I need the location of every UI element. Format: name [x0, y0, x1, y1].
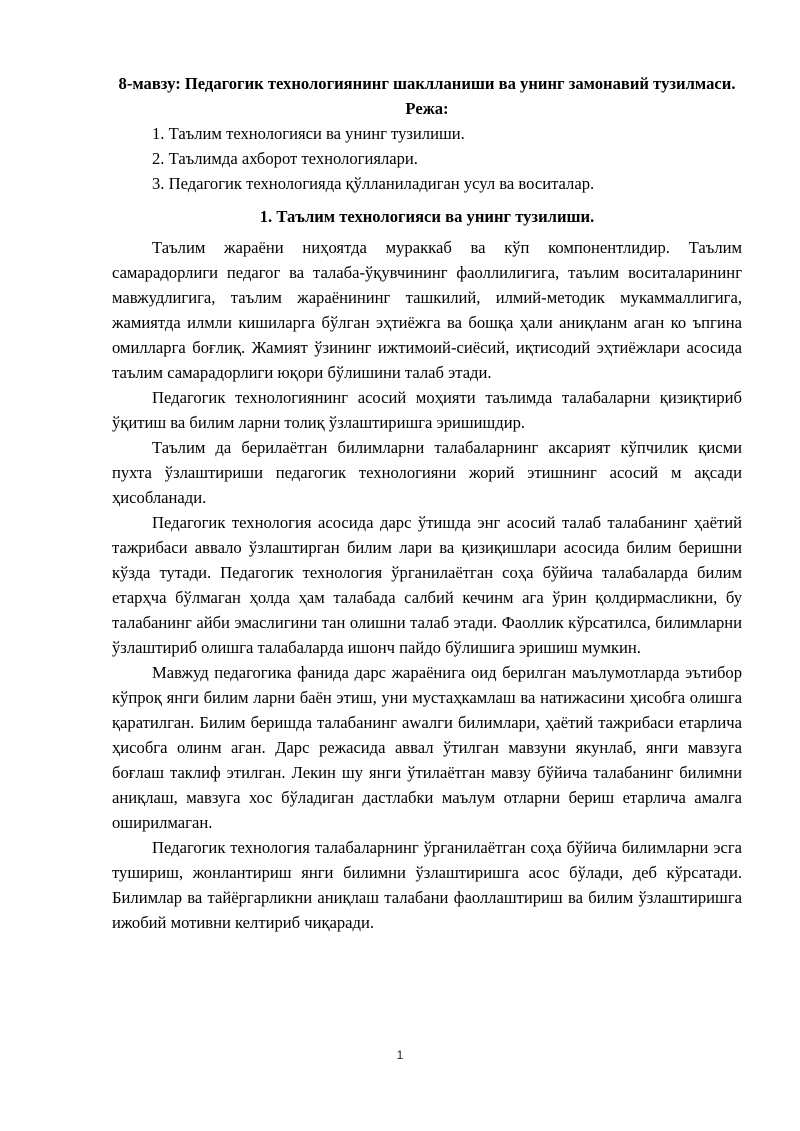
section-heading: 1. Таълим технологияси ва унинг тузилиши. [259, 207, 595, 226]
body-paragraph: Таълим жараёни ниҳоятда мураккаб ва кўп компонентлидир. Таълим самарадорлиги педагог ва талаба-ўқувчининг фаоллилигига, таълим воситаларининг мавжудлигига, таълим жараёнининг ташкилий, илмий-методик мукаммаллигига, жамиятда илмли кишиларга бўлган эҳтиёжга ва бошқа ҳали аниқланм аган ко ъпгина омилларга боғлиқ. Жамият ўзининг ижтимоий-сиёсий, иқтисодий эҳтиёжлари асосида таълим самарадорлиги юқори бўлишини талаб этади. [112, 238, 742, 382]
plan-item: 3. Педагогик технологияда қўлланиладиган усул ва воситалар. [152, 174, 595, 193]
body-paragraph: Педагогик технология талабаларнинг ўрганилаётган соҳа бўйича билимларни эсга тушириш, жонлантириш янги билимни ўзлаштиришга асос бўлади, деб кўрсатади. Билимлар ва тайёргарликни аниқлаш талабани фаоллаштириш ва билим ўзлаштиришга ижобий мотивни келтириб чиқаради. [112, 838, 742, 932]
page-number: 1 [396, 1048, 404, 1062]
document-body [112, 71, 742, 935]
plan-item: 1. Таълим технологияси ва унинг тузилиши. [152, 124, 465, 143]
body-paragraph: Таълим да берилаётган билимларни талабаларнинг аксарият кўпчилик қисми пухта ўзлаштириши педагогик технологияни жорий этишнинг асосий м ақсади ҳисобланади. [112, 438, 742, 507]
body-paragraph: Педагогик технологиянинг асосий моҳияти таълимда талабаларни қизиқтириб ўқитиш ва билим ларни толиқ ўзлаштиришга эришишдир. [112, 388, 742, 432]
document-title: 8-мавзу: Педагогик технологиянинг шаклланиши ва унинг замонавий тузилмаси. [118, 74, 736, 93]
body-paragraph: Педагогик технология асосида дарс ўтишда энг асосий талаб талабанинг ҳаётий тажрибаси аввало ўзлаштирган билим лари ва қизиқишлари асосида билим беришни кўзда тутади. Педагогик технология ўрганилаётган соҳа бўйича талабаларда билим етарҳча бўлмаган ҳолда ҳам талабада салбий кечинм ага ўрин қолдирмасликни, бу талабанинг айби эмаслигини тан олишни талаб этади. Фаоллик кўрсатилса, билимларни ўзлаштириб олишга талабаларда ишонч пайдо бўлишига эришиш мумкин. [112, 513, 742, 657]
plan-heading: Режа: [405, 99, 449, 118]
plan-item: 2. Таълимда ахборот технологиялари. [152, 149, 418, 168]
plan-list [112, 121, 742, 196]
body-paragraph: Мавжуд педагогика фанида дарс жараёнига оид берилган маълумотларда эътибор кўпроқ янги билим ларни баён этиш, уни мустаҳкамлаш ва натижасини ҳисобга олишга қаратилган. Билим беришда талабанинг аwалги билимлари, ҳаётий тажрибаси етарлича ҳисобга олинм аган. Дарс режасида аввал ўтилган мавзуни якунлаб, янги мавзуга боғлаш таклиф этилган. Лекин шу янги ўтилаётган мавзу бўйича талабанинг билимни аниқлаш, мавзуга хос бўладиган дастлабки маълум отларни бериш етарлича амалга оширилмаган. [112, 663, 742, 832]
